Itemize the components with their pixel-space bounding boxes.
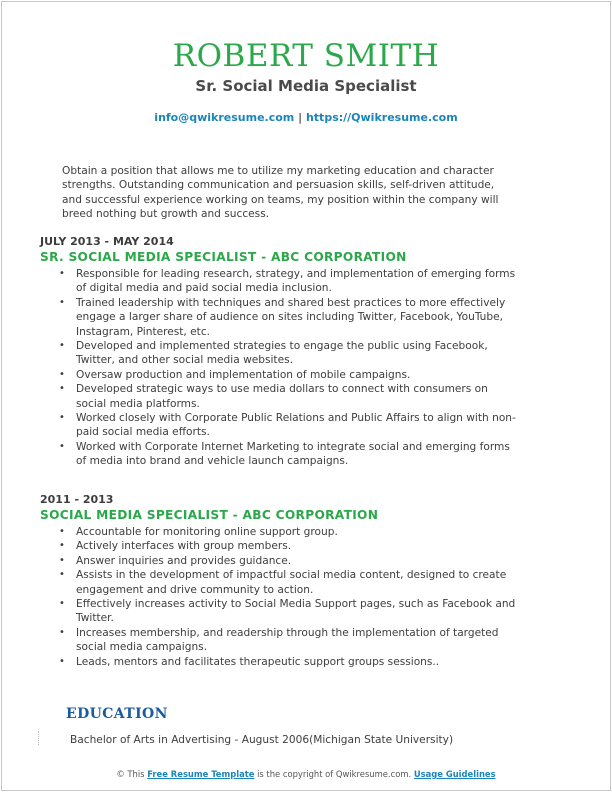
education-item: Bachelor of Arts in Advertising - August 2006(Michigan State University) [70,734,454,746]
contact-separator: | [294,111,306,124]
bullet-text: Responsible for leading research, strategy, and implementation of emerging forms of digital media and paid social media inclusion. [76,268,516,295]
experience-entry-2 [40,493,560,669]
bullet-icon: • [59,412,65,424]
footer-prefix: © This [116,769,148,779]
bullet-text: Worked closely with Corporate Public Relations and Public Affairs to align with non-paid social media efforts. [76,412,516,439]
summary-line: breed nothing but growth and success. [62,208,270,221]
bullet-text: Answer inquiries and provides guidance. [76,554,292,567]
bullet-item [40,626,516,655]
footer-middle: is the copyright of Qwikresume.com. [254,769,414,779]
job-bullets [40,525,560,669]
bullet-item [40,568,516,597]
job-date: 2011 - 2013 [40,493,114,506]
experience-entry-1 [40,235,560,469]
bullet-text: Effectively increases activity to Social Media Support pages, such as Facebook and Twitter. [76,598,516,625]
bullet-icon: • [59,383,65,395]
bullet-text: Increases membership, and readership through the implementation of targeted social media campaigns. [76,626,499,654]
education-heading: EDUCATION [66,706,168,722]
bullet-item [40,267,516,296]
bullet-icon: • [59,626,65,638]
bullet-icon: • [59,268,65,279]
summary-line: strengths. Outstanding communication and persuasion skills, self-driven attitude, [62,179,495,192]
contact-line [0,111,612,125]
candidate-title: Sr. Social Media Specialist [195,77,417,95]
bullet-item [40,655,516,669]
bullet-item [40,411,516,440]
job-role: SOCIAL MEDIA SPECIALIST - ABC CORPORATION [40,508,379,522]
bullet-item [40,525,516,539]
job-role: SR. SOCIAL MEDIA SPECIALIST - ABC CORPORATION [40,250,407,264]
bullet-text: Actively interfaces with group members. [76,540,292,553]
bullet-text: Developed and implemented strategies to engage the public using Facebook, Twitter, and other social media websites. [76,340,488,367]
footer [0,768,612,780]
bullet-text: Worked with Corporate Internet Marketing to integrate social and emerging forms of media into brand and vehicle launch campaigns. [76,440,510,468]
bullet-text: Leads, mentors and facilitates therapeutic support groups sessions.. [76,655,440,668]
bullet-text: Oversaw production and implementation of mobile campaigns. [76,368,411,381]
website-link[interactable]: https://Qwikresume.com [305,111,458,124]
bullet-item [40,339,516,368]
bullet-text: Developed strategic ways to use media dollars to connect with consumers on social media platforms. [76,383,488,410]
usage-guidelines-link[interactable]: Usage Guidelines [413,769,496,779]
bullet-text: Trained leadership with techniques and shared best practices to more effectively engage a larger share of audience on sites including Twitter, Facebook, YouTube, Instagram, Pinterest, etc. [76,296,506,338]
bullet-item [40,296,516,339]
bullet-item [40,368,516,382]
bullet-icon: • [59,440,65,452]
summary-line: and successful experience working on teams, my position within the company will [62,193,499,206]
job-bullets [40,267,560,469]
bullet-icon: • [59,598,65,610]
summary-paragraph [62,164,530,222]
education-marker [38,731,39,745]
bullet-icon: • [59,340,65,352]
bullet-text: Accountable for monitoring online support group. [76,526,338,538]
bullet-icon: • [59,554,65,566]
bullet-item [40,597,516,626]
bullet-item [40,554,516,568]
job-date: JULY 2013 - MAY 2014 [40,235,174,248]
bullet-item [40,539,516,553]
summary-line: Obtain a position that allows me to utilize my marketing education and character [62,165,494,177]
bullet-item [40,440,516,469]
bullet-icon: • [59,569,65,581]
email-link[interactable]: info@qwikresume.com [154,111,295,124]
bullet-icon: • [59,540,65,552]
free-template-link[interactable]: Free Resume Template [147,769,255,779]
bullet-text: Assists in the development of impactful social media content, designed to create engagement and drive community to action. [76,569,507,596]
bullet-icon: • [59,296,65,308]
bullet-icon: • [59,526,65,537]
bullet-item [40,382,516,411]
bullet-icon: • [59,368,65,380]
candidate-name: ROBERT SMITH [172,38,440,74]
bullet-icon: • [59,655,65,667]
